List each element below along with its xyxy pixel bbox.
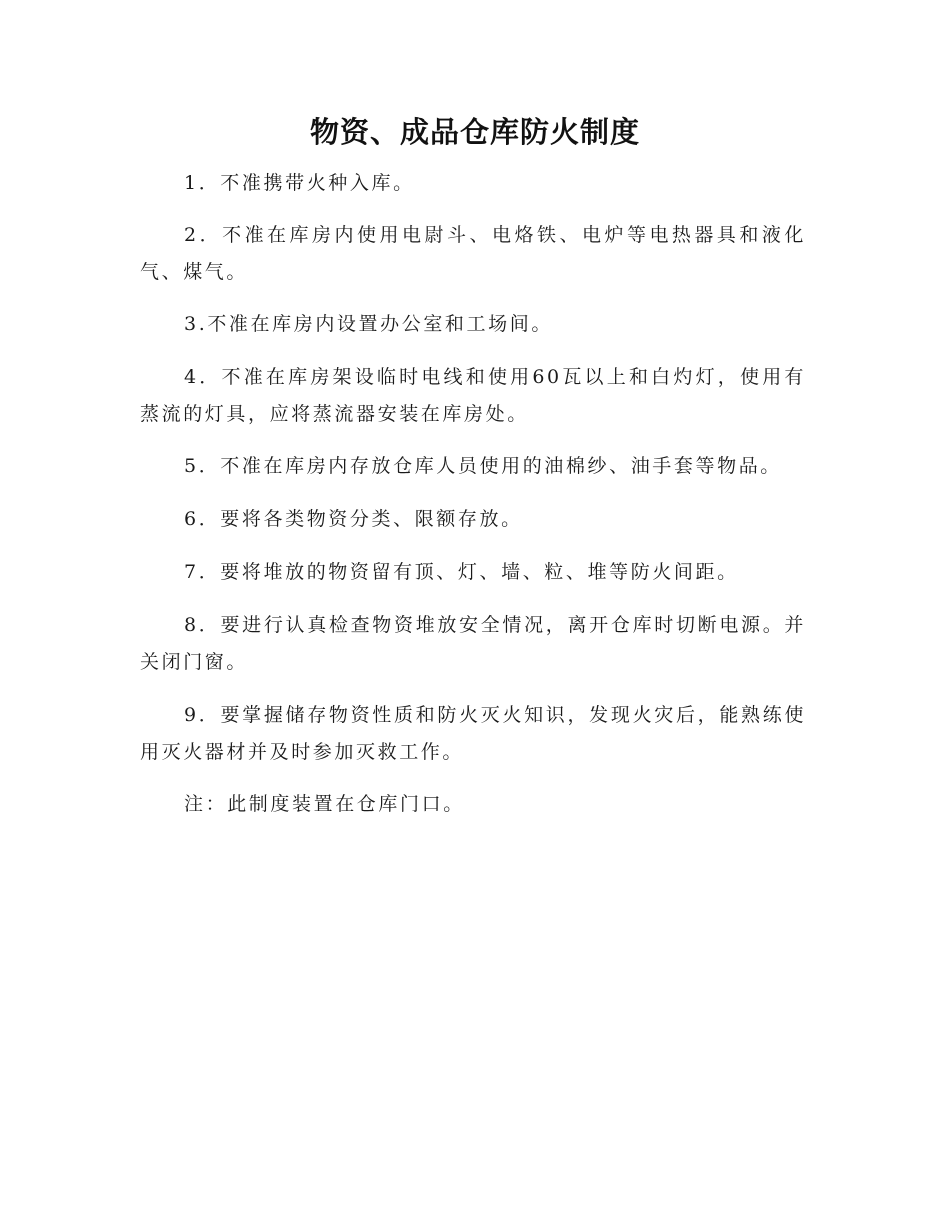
rule-item-7: 7．要将堆放的物资留有顶、灯、墙、粒、堆等防火间距。: [184, 561, 739, 583]
rule-item-3: 3.不准在库房内设置办公室和工场间。: [184, 313, 553, 335]
rule-item-9: 9．要掌握储存物资性质和防火灭火知识，发现火灾后，能熟练使用灭火器材并及时参加灭救工作。: [140, 704, 806, 763]
rule-item-6: 6．要将各类物资分类、限额存放。: [184, 508, 523, 530]
rule-item-4: 4．不准在库房架设临时电线和使用60瓦以上和白灼灯，使用有蒸流的灯具，应将蒸流器安装在库房处。: [140, 366, 806, 425]
rule-item-8: 8．要进行认真检查物资堆放安全情况，离开仓库时切断电源。并关闭门窗。: [140, 614, 806, 673]
document-title: 物资、成品仓库防火制度: [309, 115, 640, 149]
rule-item-5: 5．不准在库房内存放仓库人员使用的油棉纱、油手套等物品。: [184, 455, 782, 477]
rule-item-2: 2．不准在库房内使用电尉斗、电烙铁、电炉等电热器具和液化气、煤气。: [140, 224, 806, 283]
rule-item-1: 1．不准携带火种入库。: [184, 172, 415, 194]
document-note: 注：此制度装置在仓库门口。: [184, 793, 465, 815]
